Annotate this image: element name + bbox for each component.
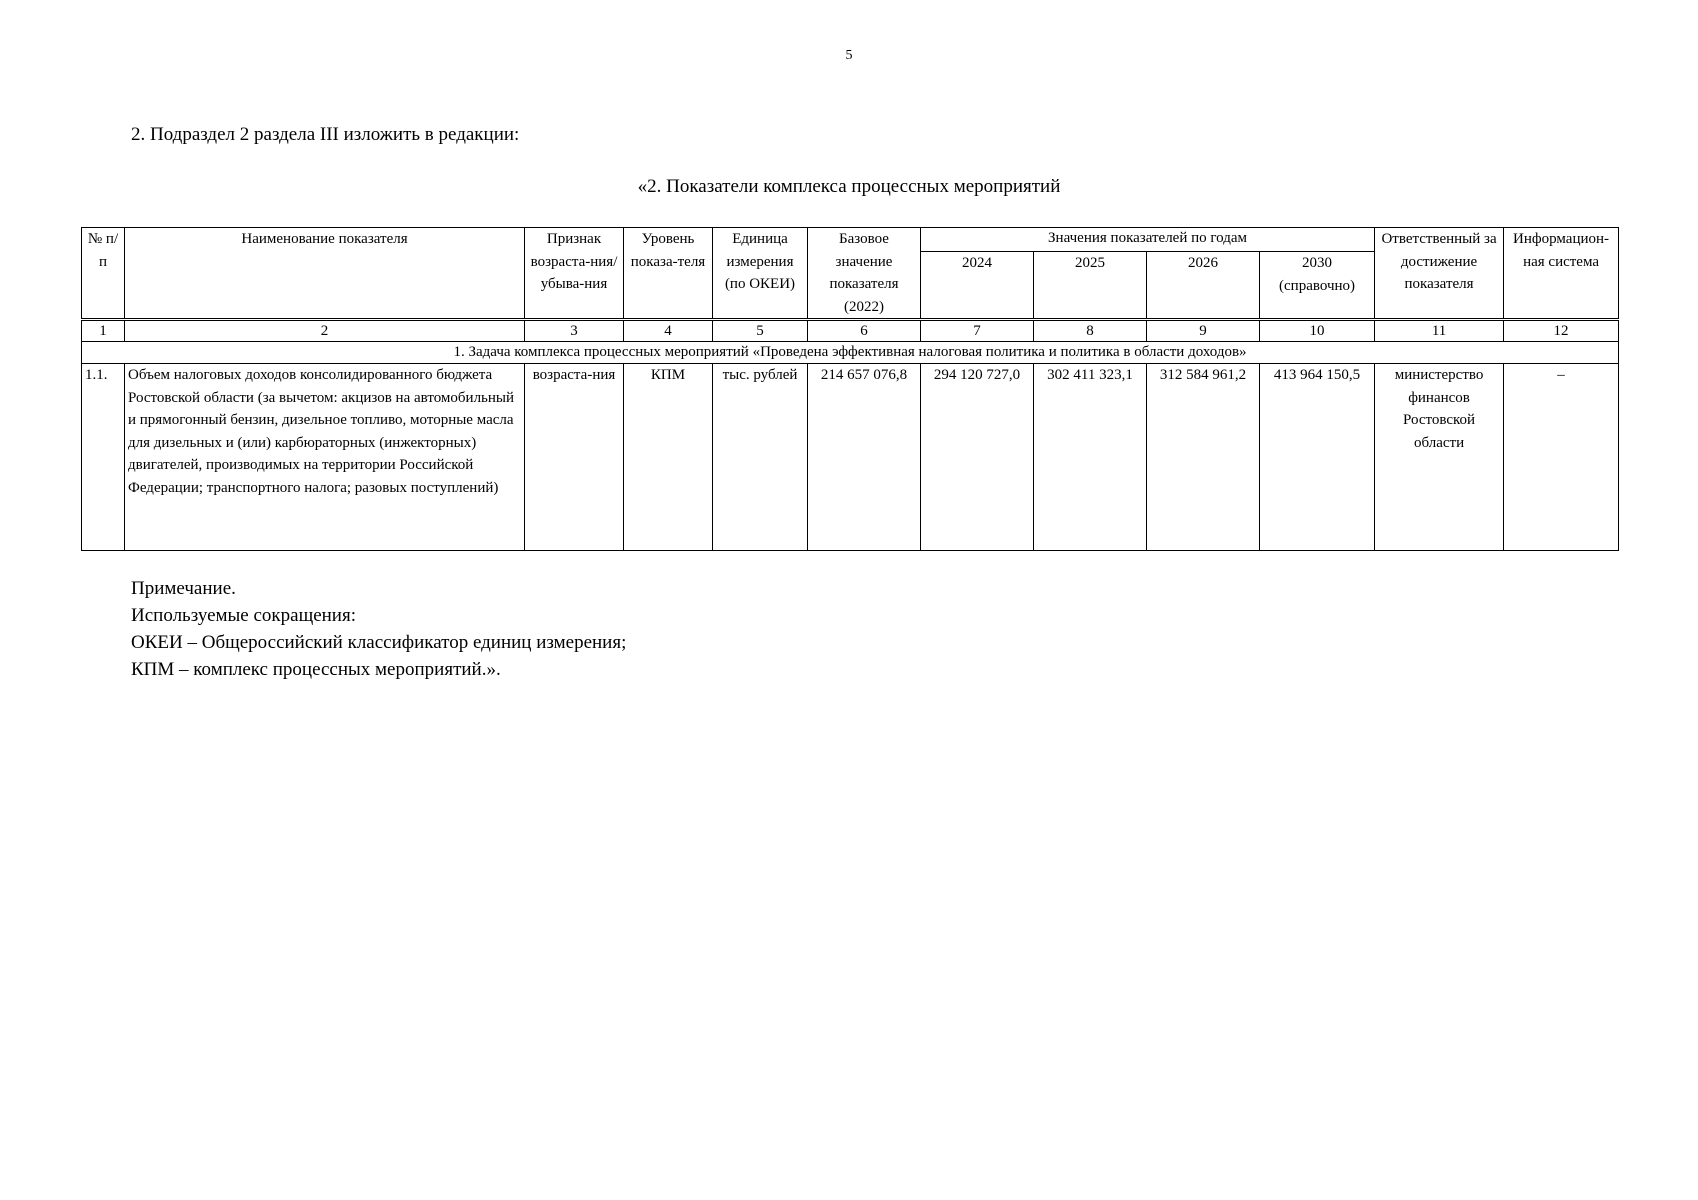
row-value-2030: 413 964 150,5: [1260, 364, 1375, 551]
notes-item: ОКЕИ – Общероссийский классификатор единиц измерения;: [131, 632, 627, 653]
column-number: 8: [1034, 320, 1147, 342]
notes-title: Примечание.: [131, 578, 236, 599]
header-years-group: Значения показателей по годам: [921, 228, 1375, 252]
column-number: 9: [1147, 320, 1260, 342]
task-title: 1. Задача комплекса процессных мероприятий «Проведена эффективная налоговая политика и политика в области доходов»: [82, 342, 1619, 364]
row-base: 214 657 076,8: [808, 364, 921, 551]
row-num: 1.1.: [82, 364, 125, 551]
column-number: 10: [1260, 320, 1375, 342]
row-value-2025: 302 411 323,1: [1034, 364, 1147, 551]
row-unit: тыс. рублей: [713, 364, 808, 551]
notes: [131, 575, 626, 683]
task-row: [82, 342, 1619, 364]
header-year-2026: 2026: [1147, 252, 1260, 320]
row-name: Объем налоговых доходов консолидированного бюджета Ростовской области (за вычетом: акцизов на автомобильный и прямогонный бензин, дизельное топливо, моторные масла для дизельных и (или) карбюраторных (инжекторных) двигателей, производимых на территории Российской Федерации; транспортного налога; разовых поступлений): [125, 364, 525, 551]
header-row: [82, 228, 1619, 252]
notes-subtitle: Используемые сокращения:: [131, 605, 356, 626]
header-level: Уровень показа-теля: [624, 228, 713, 320]
header-year-2025: 2025: [1034, 252, 1147, 320]
notes-item: КПМ – комплекс процессных мероприятий.».: [131, 659, 501, 680]
row-infosystem: –: [1504, 364, 1619, 551]
header-trend: Признак возраста-ния/убыва-ния: [525, 228, 624, 320]
column-number: 6: [808, 320, 921, 342]
column-number: 3: [525, 320, 624, 342]
column-number: 2: [125, 320, 525, 342]
intro-text: 2. Подраздел 2 раздела III изложить в редакции:: [131, 124, 520, 145]
row-level: КПМ: [624, 364, 713, 551]
header-infosystem: Информацион-ная система: [1504, 228, 1619, 320]
column-number: 4: [624, 320, 713, 342]
indicators-table: [81, 227, 1619, 551]
header-base: Базовое значение показателя (2022): [808, 228, 921, 320]
header-year-2030: 2030 (справочно): [1260, 252, 1375, 320]
table-title: «2. Показатели комплекса процессных мероприятий: [637, 176, 1061, 197]
row-value-2026: 312 584 961,2: [1147, 364, 1260, 551]
column-number: 11: [1375, 320, 1504, 342]
header-name: Наименование показателя: [125, 228, 525, 320]
header-year-2024: 2024: [921, 252, 1034, 320]
page-number: 5: [845, 48, 853, 63]
header-responsible: Ответственный за достижение показателя: [1375, 228, 1504, 320]
column-number: 12: [1504, 320, 1619, 342]
header-num: № п/п: [82, 228, 125, 320]
column-number: 1: [82, 320, 125, 342]
table-row: [82, 364, 1619, 551]
column-number: 5: [713, 320, 808, 342]
header-unit: Единица измерения (по ОКЕИ): [713, 228, 808, 320]
row-responsible: министерство финансов Ростовской области: [1375, 364, 1504, 551]
row-trend: возраста-ния: [525, 364, 624, 551]
column-numbers-row: [82, 320, 1619, 342]
row-value-2024: 294 120 727,0: [921, 364, 1034, 551]
column-number: 7: [921, 320, 1034, 342]
